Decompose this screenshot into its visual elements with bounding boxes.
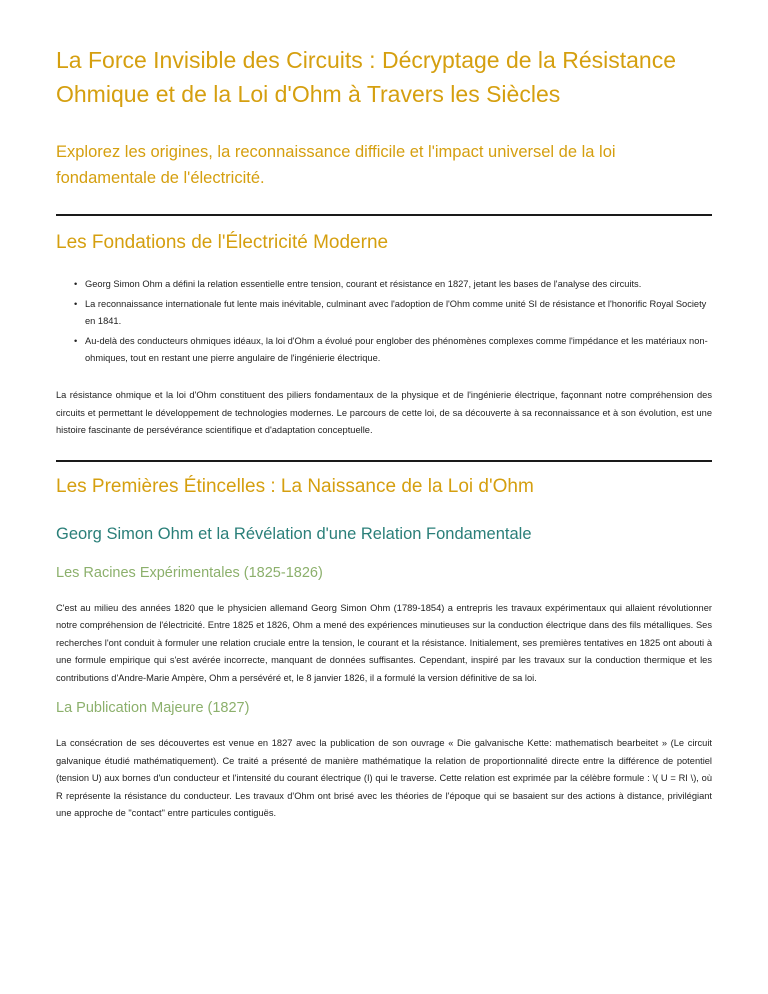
page-subtitle: Explorez les origines, la reconnaissance difficile et l'impact universel de la loi fondamentale de l'électricité.	[56, 143, 616, 187]
bullet-icon: •	[74, 279, 78, 289]
page-title: La Force Invisible des Circuits : Décryptage de la Résistance Ohmique et de la Loi d'Ohm à Travers les Siècles	[56, 47, 677, 107]
intro-paragraph: La résistance ohmique et la loi d'Ohm constituent des piliers fondamentaux de la physique et de l'ingénierie électrique, façonnant notre compréhension des circuits et permettant le développement de technologies modernes. Le parcours de cette loi, de sa découverte à sa reconnaissance et à son évolution, est une histoire fascinante de persévérance scientifique et d'adaptation conceptuelle.	[56, 390, 712, 435]
publication-paragraph: La consécration de ses découvertes est venue en 1827 avec la publication de son ouvrage « Die galvanische Kette: mathematisch bearbeitet » (Le circuit galvanique étudié mathématiquement). Ce traité a présenté de manière mathématique la relation de proportionnalité directe entre la différence de potentiel (tension U) aux bornes d'un conducteur et l'intensité du courant électrique (I) qui le traverse. Cette relation est exprimée par la célèbre formule : \( U = RI \), où R représente la résistance du conducteur. Les travaux d'Ohm ont brisé avec les théories de l'époque qui se basaient sur des actions à distance, privilégiant une approche de "contact" entre particules contiguës.	[56, 738, 712, 818]
list-item-text: Georg Simon Ohm a défini la relation essentielle entre tension, courant et résistance en 1827, jetant les bases de l'analyse des circuits.	[85, 279, 642, 289]
bullet-icon: •	[74, 336, 78, 346]
key-points-list	[56, 256, 712, 367]
list-item	[74, 333, 712, 367]
list-item	[74, 296, 712, 330]
list-item-text: Au-delà des conducteurs ohmiques idéaux, la loi d'Ohm a évolué pour englober des phénomènes complexes comme l'impédance et les matériaux non-ohmiques, tout en restant une pierre angulaire de l'ingénierie électrique.	[85, 336, 708, 363]
list-item-text: La reconnaissance internationale fut lente mais inévitable, culminant avec l'adoption de l'Ohm comme unité SI de résistance et l'honorific Royal Society en 1841.	[85, 299, 707, 326]
section-heading-fondations: Les Fondations de l'Électricité Moderne	[56, 232, 389, 253]
subsubsection-heading-publication: La Publication Majeure (1827)	[56, 700, 250, 716]
bullet-icon: •	[74, 299, 78, 309]
subsubsection-heading-racines: Les Racines Expérimentales (1825-1826)	[56, 564, 323, 581]
list-item	[74, 276, 712, 293]
racines-paragraph: C'est au milieu des années 1820 que le physicien allemand Georg Simon Ohm (1789-1854) a entrepris les travaux expérimentaux qui allaient révolutionner notre compréhension de l'électricité. Entre 1825 et 1826, Ohm a mené des expériences minutieuses sur la conduction électrique dans des fils métalliques. Ses recherches l'ont conduit à formuler une relation cruciale entre la tension, le courant et la résistance. Initialement, ses premières tentatives en 1825 ont abouti à une formule empirique qui s'est avérée incorrecte, manquant de données suffisantes. Cependant, inspiré par les travaux sur la conduction thermique et les contributions d'Andre-Marie Ampère, Ohm a persévéré et, le 8 janvier 1826, il a formulé la version définitive de sa loi.	[56, 602, 712, 683]
section-heading-etincelles: Les Premières Étincelles : La Naissance de la Loi d'Ohm	[56, 475, 534, 497]
subsection-heading-ohm: Georg Simon Ohm et la Révélation d'une Relation Fondamentale	[56, 524, 532, 543]
